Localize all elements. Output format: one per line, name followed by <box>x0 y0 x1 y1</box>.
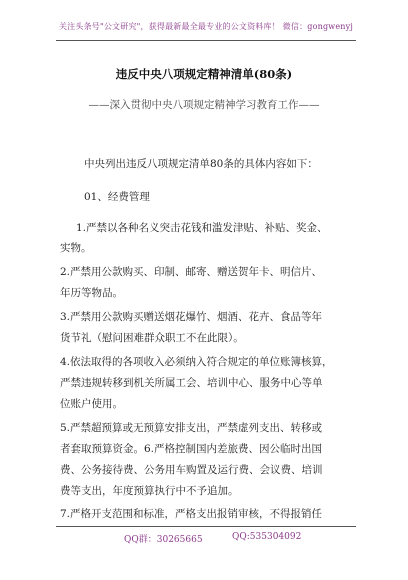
body-line: 3.严禁用公款购买赠送烟花爆竹、烟酒、花卉、食品等年 <box>60 311 323 323</box>
body-line: 2.严禁用公款购买、印制、邮寄、赠送贺年卡、明信片、 <box>60 266 323 278</box>
body-line: 费等支出，年度预算执行中不予追加。 <box>60 485 239 497</box>
body-line: 年历等物品。 <box>60 287 123 299</box>
body-line: 5.严禁超预算或无预算安排支出，严禁虚列支出、转移或 <box>60 422 323 434</box>
header-divider <box>56 40 356 41</box>
document-subtitle: ——深入贯彻中央八项规定精神学习教育工作—— <box>88 99 320 111</box>
body-line: 1.严禁以各种名义突击花钱和滥发津贴、补贴、奖金、 <box>76 222 328 234</box>
intro-paragraph: 中央列出违反八项规定清单80条的具体内容如下： <box>84 158 318 170</box>
footer-divider <box>56 526 356 527</box>
section-heading: 01、经费管理 <box>84 191 150 203</box>
header-note: 关注头条号"公文研究"，获得最新最全最专业的公文资料库！ 微信：gongwenyj <box>58 22 354 31</box>
document-title: 违反中央八项规定精神清单(80条) <box>115 67 293 81</box>
body-line: 严禁违规转移到机关所属工会、培训中心、服务中心等单 <box>60 377 323 389</box>
footer-qq: QQ:535304092 <box>232 532 302 542</box>
body-line: 者套取预算资金。6.严格控制国内差旅费、因公临时出国 <box>60 443 323 455</box>
body-line: 费、公务接待费、公务用车购置及运行费、会议费、培训 <box>60 464 323 476</box>
body-line: 位账户使用。 <box>60 398 123 410</box>
body-line: 7.严格开支范围和标准，严格支出报销审核，不得报销任 <box>60 508 323 520</box>
body-line: 货节礼（慰问困难群众职工不在此限）。 <box>60 332 244 344</box>
body-line: 4.依法取得的各项收入必须纳入符合规定的单位账簿核算， <box>60 356 333 368</box>
footer-qq-group: QQ群：30265665 <box>124 535 203 545</box>
body-line: 实物。 <box>60 242 92 254</box>
